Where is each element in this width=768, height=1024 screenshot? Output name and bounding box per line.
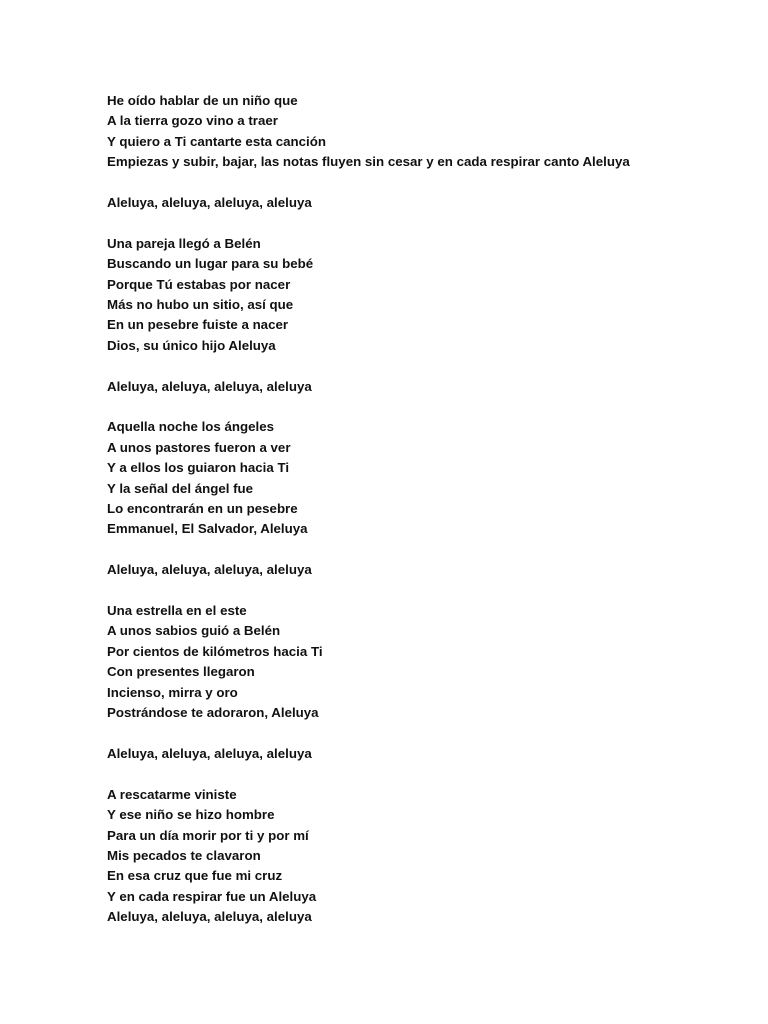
lyric-line: Una estrella en el este (107, 603, 247, 619)
chorus-2 (107, 377, 747, 397)
lyric-line: Aquella noche los ángeles (107, 419, 274, 435)
chorus-line: Aleluya, aleluya, aleluya, aleluya (107, 195, 312, 211)
chorus-3 (107, 560, 747, 580)
chorus-1 (107, 193, 747, 213)
stanza-4 (107, 601, 747, 723)
lyric-line: Mis pecados te clavaron (107, 847, 261, 863)
stanza-3 (107, 417, 747, 539)
lyric-line: Dios, su único hijo Aleluya (107, 337, 276, 353)
lyric-line: En esa cruz que fue mi cruz (107, 868, 283, 884)
lyric-line: Para un día morir por ti y por mí (107, 827, 309, 843)
lyric-line: He oído hablar de un niño que (107, 93, 298, 108)
lyric-line: Y la señal del ángel fue (107, 480, 254, 496)
chorus-line: Aleluya, aleluya, aleluya, aleluya (107, 378, 312, 394)
lyric-line: Lo encontrarán en un pesebre (107, 501, 298, 517)
lyric-line: Emmanuel, El Salvador, Aleluya (107, 521, 308, 537)
stanza-1 (107, 91, 747, 173)
lyric-line: A unos pastores fueron a ver (107, 439, 291, 455)
lyric-line: Empiezas y subir, bajar, las notas fluyen sin cesar y en cada respirar canto Aleluya (107, 154, 630, 170)
chorus-line: Aleluya, aleluya, aleluya, aleluya (107, 909, 312, 925)
stanza-2 (107, 234, 747, 356)
lyric-line: Con presentes llegaron (107, 664, 255, 680)
chorus-4 (107, 744, 747, 764)
lyric-line: Una pareja llegó a Belén (107, 235, 261, 251)
lyric-line: Y en cada respirar fue un Aleluya (107, 888, 317, 904)
chorus-line: Aleluya, aleluya, aleluya, aleluya (107, 562, 312, 578)
lyric-line: A la tierra gozo vino a traer (107, 113, 278, 129)
lyrics-body (107, 91, 747, 928)
chorus-line: Aleluya, aleluya, aleluya, aleluya (107, 745, 312, 761)
lyric-line: Buscando un lugar para su bebé (107, 256, 314, 272)
lyric-line: Porque Tú estabas por nacer (107, 276, 291, 292)
lyric-line: A unos sabios guió a Belén (107, 623, 281, 639)
lyric-line: Por cientos de kilómetros hacia Ti (107, 643, 323, 659)
lyric-line: En un pesebre fuiste a nacer (107, 317, 289, 333)
stanza-5 (107, 785, 747, 928)
lyric-line: A rescatarme viniste (107, 786, 237, 802)
lyric-line: Y quiero a Ti cantarte esta canción (107, 133, 326, 149)
lyric-line: Y ese niño se hizo hombre (107, 807, 275, 823)
lyric-line: Incienso, mirra y oro (107, 684, 238, 700)
lyric-line: Postrándose te adoraron, Aleluya (107, 705, 319, 721)
lyric-line: Y a ellos los guiaron hacia Ti (107, 460, 290, 476)
lyric-line: Más no hubo un sitio, así que (107, 297, 294, 313)
